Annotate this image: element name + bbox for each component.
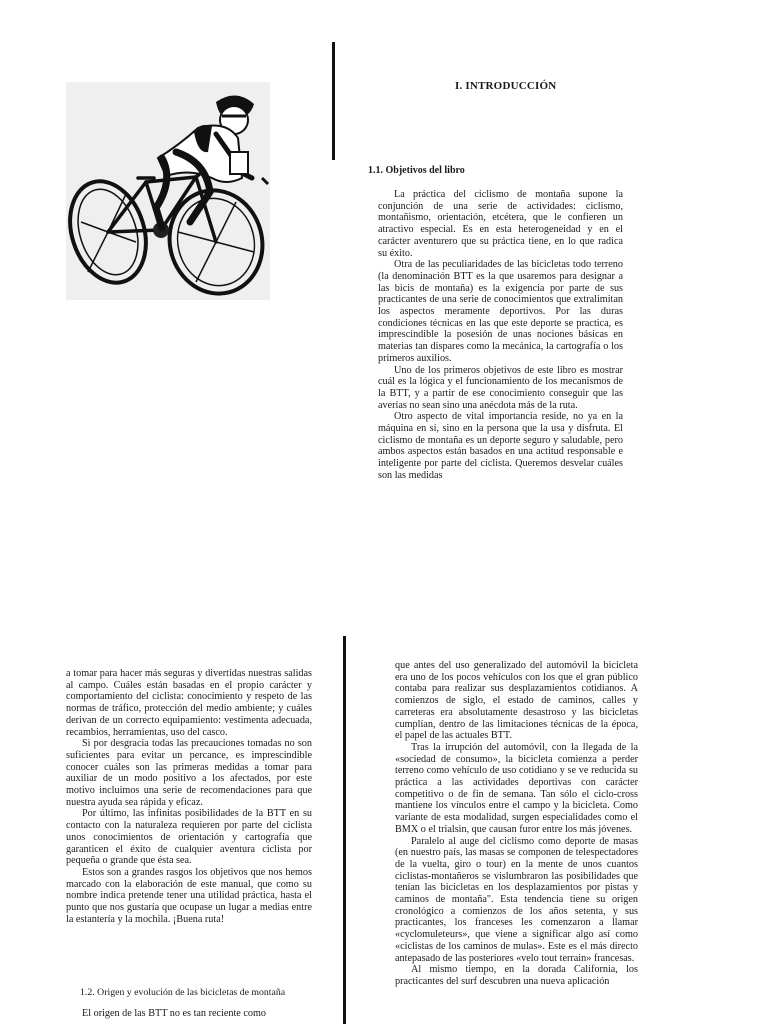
paragraph: Tras la irrupción del automóvil, con la llegada de la «sociedad de consumo», la bicicleta comienza a perder terreno como vehículo de uso cotidiano y se ve reducida su práctica a las actividades deportivas con carácter competitivo o de fin de semana. Tan sólo el ciclo-cross mantiene los vínculos entre el campo y la bicicleta. Como variante de esta modalidad, surgen especialidades como el BMX o el trialsin, que causan furor entre los más jóvenes. (395, 741, 638, 835)
paragraph: Estos son a grandes rasgos los objetivos que nos hemos marcado con la elaboración de este manual, que como su nombre indica pretende tener una utilidad práctica, hasta el punto que nos gustaría que ocupase un lugar a medias entre la estantería y la mochila. ¡Buena ruta! (66, 866, 312, 925)
mountain-biker-icon (66, 82, 270, 300)
paragraph: Otra de las peculiaridades de las bicicletas todo terreno (la denominación BTT es la que usaremos para designar a las bicis de montaña) es la exigencia por parte de sus practicantes de una serie de conocimientos que extralimitan los aspectos meramente deportivos. Por las duras condiciones técnicas en las que este deporte se practica, es imprescindible la posesión de unas nociones básicas en materias tan dispares como la mecánica, la cartografía o los primeros auxilios. (378, 259, 623, 364)
column-1-text (378, 189, 623, 482)
paragraph: Uno de los primeros objetivos de este libro es mostrar cuál es la lógica y el funcionamiento de los mecanismos de la BTT, y a partir de ese conocimiento conseguir que las averías no sean sino una anécdota más de la ruta. (378, 364, 623, 411)
column-rule-bottom (343, 636, 346, 1024)
paragraph: Si por desgracia todas las precauciones tomadas no son suficientes para evitar un percance, es imprescindible conocer cuáles son las primeras medidas a tomar para auxiliar de un modo positivo a los afectados, por este motivo incluimos una serie de recomendaciones para que nuestra ayuda sea rápida y eficaz. (66, 738, 312, 808)
paragraph: Paralelo al auge del ciclismo como deporte de masas (en nuestro país, las masas se componen de telespectadores de la vuelta, giro o tour) en la mente de unos cuantos ciclistas-montañeros se vislumbraron las posibilidades que tenían las bicicletas en los desplazamientos por pistas y caminos de montaña". Esta tendencia tiene su origen cronológico a comienzos de los años setenta, y sus practicantes, los franceses les comenzaron a llamar «cyclomuleteurs», que viene a significar algo así como «ciclistas de los caminos de mulas». Este es el más directo antepasado de las posteriores «velo tout terrain» francesas. (395, 835, 638, 964)
paragraph: La práctica del ciclismo de montaña supone la conjunción de una serie de actividades: ciclismo, montañismo, orientación, etcétera, que le confieren un atractivo especial. Es en esta heterogeneidad y en el carácter aventurero que su práctica tiene, en lo que radica su éxito. (378, 189, 623, 259)
column-2-text (66, 668, 312, 925)
column-3-text (395, 660, 638, 988)
column-rule-top (332, 42, 335, 160)
paragraph: Por último, las infinitas posibilidades de la BTT en su contacto con la naturaleza requieren por parte del ciclista unos conocimientos de orientación y cartografía que garanticen el éxito de cualquier aventura ciclista por pequeña o grande que ésta sea. (66, 808, 312, 867)
paragraph: Al mismo tiempo, en la dorada California, los practicantes del surf descubren una nueva aplicación (395, 964, 638, 987)
paragraph: Otro aspecto de vital importancia reside, no ya en la máquina en sí, sino en la persona que la usa y disfruta. El ciclismo de montaña es un deporte seguro y saludable, pero ambos aspectos están basados en una actitud responsable e inteligente por parte del ciclista. Queremos desvelar cuáles son las medidas (378, 411, 623, 481)
paragraph: que antes del uso generalizado del automóvil la bicicleta era uno de los pocos vehículos con los que el gran público contaba para realizar sus desplazamientos cotidianos. A comienzos de siglo, el estado de caminos, calles y carreteras era absolutamente desastroso y las bicicletas cumplían, dentro de las limitaciones técnicas de la época, el papel de las actuales BTT. (395, 660, 638, 742)
subsection-title: 1.2. Origen y evolución de las bicicletas de montaña (80, 987, 286, 998)
chapter-title: I. INTRODUCCIÓN (455, 80, 557, 92)
cyclist-illustration (66, 82, 270, 300)
section-title: 1.1. Objetivos del libro (368, 165, 465, 176)
paragraph: El origen de las BTT no es tan reciente como (82, 1008, 266, 1019)
paragraph: a tomar para hacer más seguras y divertidas nuestras salidas al campo. Cuáles están basadas en el propio carácter y comportamiento del ciclista: conocimiento y respeto de las normas de tráfico, protección del medio ambiente; y cuáles derivan de un correcto equipamiento: vestimenta adecuada, recambios, herramientas, uso del casco. (66, 668, 312, 738)
column-2-continued-text (66, 1008, 312, 1020)
